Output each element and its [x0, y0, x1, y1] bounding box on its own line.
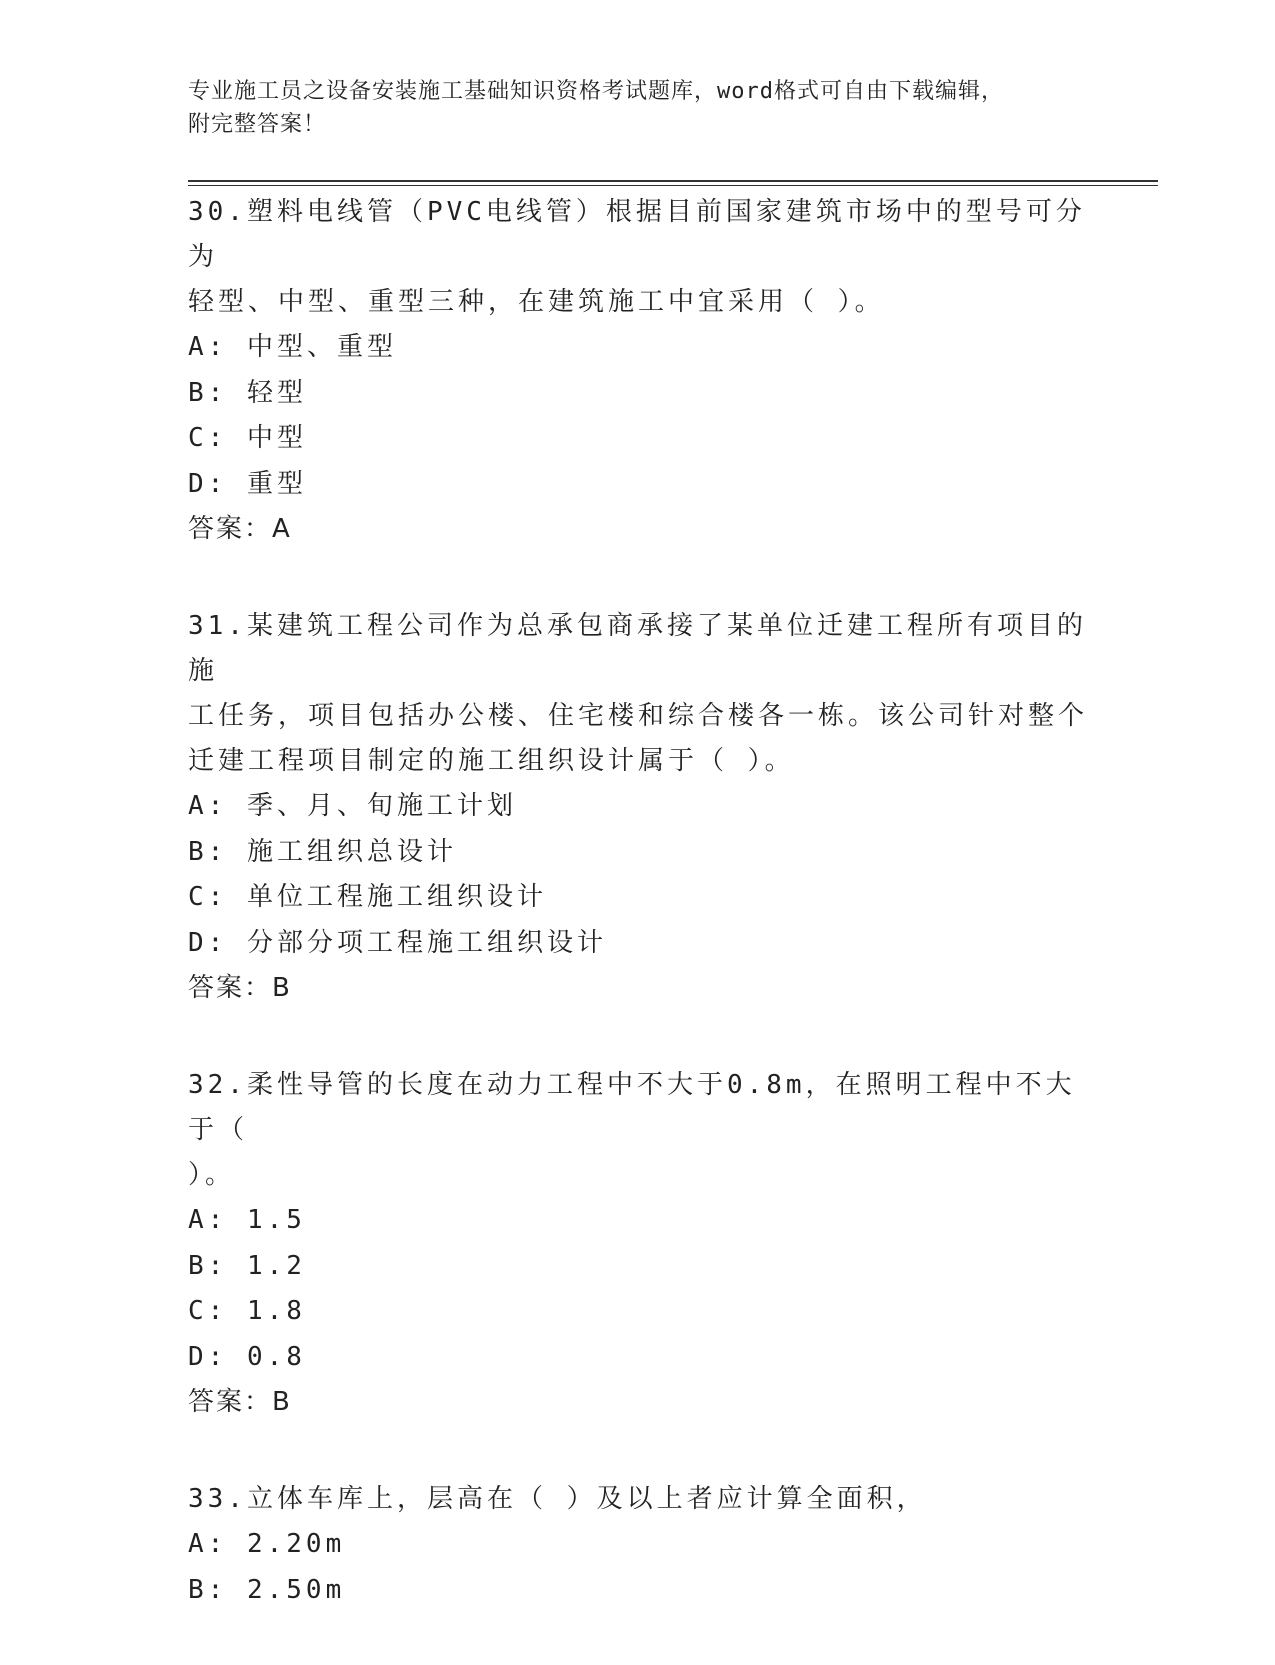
- question-stem-line: 迁建工程项目制定的施工组织设计属于（ ）。: [188, 746, 795, 776]
- option-b: B: 1.2: [188, 1250, 306, 1281]
- option-a: A: 2.20m: [188, 1529, 346, 1559]
- option-c: C: 单位工程施工组织设计: [188, 882, 547, 912]
- question-30: [188, 190, 1088, 552]
- question-stem-line: 32.柔性导管的长度在动力工程中不大于0.8m，在照明工程中不大于（: [188, 1070, 1076, 1145]
- option-b: B: 施工组织总设计: [188, 836, 457, 867]
- answer-line: 答案：A: [188, 514, 292, 544]
- option-a: A: 1.5: [188, 1205, 306, 1235]
- question-stem-line: 30.塑料电线管（PVC电线管）根据目前国家建筑市场中的型号可分为: [188, 197, 1086, 272]
- question-stem-line: 31.某建筑工程公司作为总承包商承接了某单位迁建工程所有项目的施: [188, 611, 1087, 686]
- option-d: D: 重型: [188, 468, 307, 499]
- option-b: B: 2.50m: [188, 1574, 346, 1605]
- question-31: [188, 604, 1088, 1011]
- document-header: [188, 75, 1088, 141]
- header-divider-thin: [188, 185, 1158, 186]
- question-list: [188, 190, 1088, 1665]
- question-32: [188, 1063, 1088, 1425]
- option-d: D: 分部分项工程施工组织设计: [188, 927, 607, 958]
- question-stem-line: 工任务，项目包括办公楼、住宅楼和综合楼各一栋。该公司针对整个: [188, 701, 1089, 731]
- answer-line: 答案：B: [188, 1387, 292, 1417]
- question-stem-line: 轻型、中型、重型三种，在建筑施工中宜采用（ ）。: [188, 287, 885, 317]
- option-a: A: 季、月、旬施工计划: [188, 791, 517, 821]
- header-line-2: 附完整答案！: [188, 112, 327, 137]
- option-a: A: 中型、重型: [188, 332, 397, 362]
- question-stem-line: ）。: [188, 1160, 236, 1190]
- option-c: C: 中型: [188, 423, 307, 453]
- option-b: B: 轻型: [188, 377, 307, 408]
- option-d: D: 0.8: [188, 1341, 306, 1372]
- answer-line: 答案：B: [188, 973, 292, 1003]
- question-stem-line: 33.立体车库上，层高在（ ）及以上者应计算全面积，: [188, 1484, 927, 1514]
- question-33: [188, 1477, 1088, 1613]
- option-c: C: 1.8: [188, 1296, 306, 1326]
- header-line-1: 专业施工员之设备安装施工基础知识资格考试题库，word格式可自由下载编辑，: [188, 79, 1004, 104]
- header-divider-thick: [188, 180, 1158, 182]
